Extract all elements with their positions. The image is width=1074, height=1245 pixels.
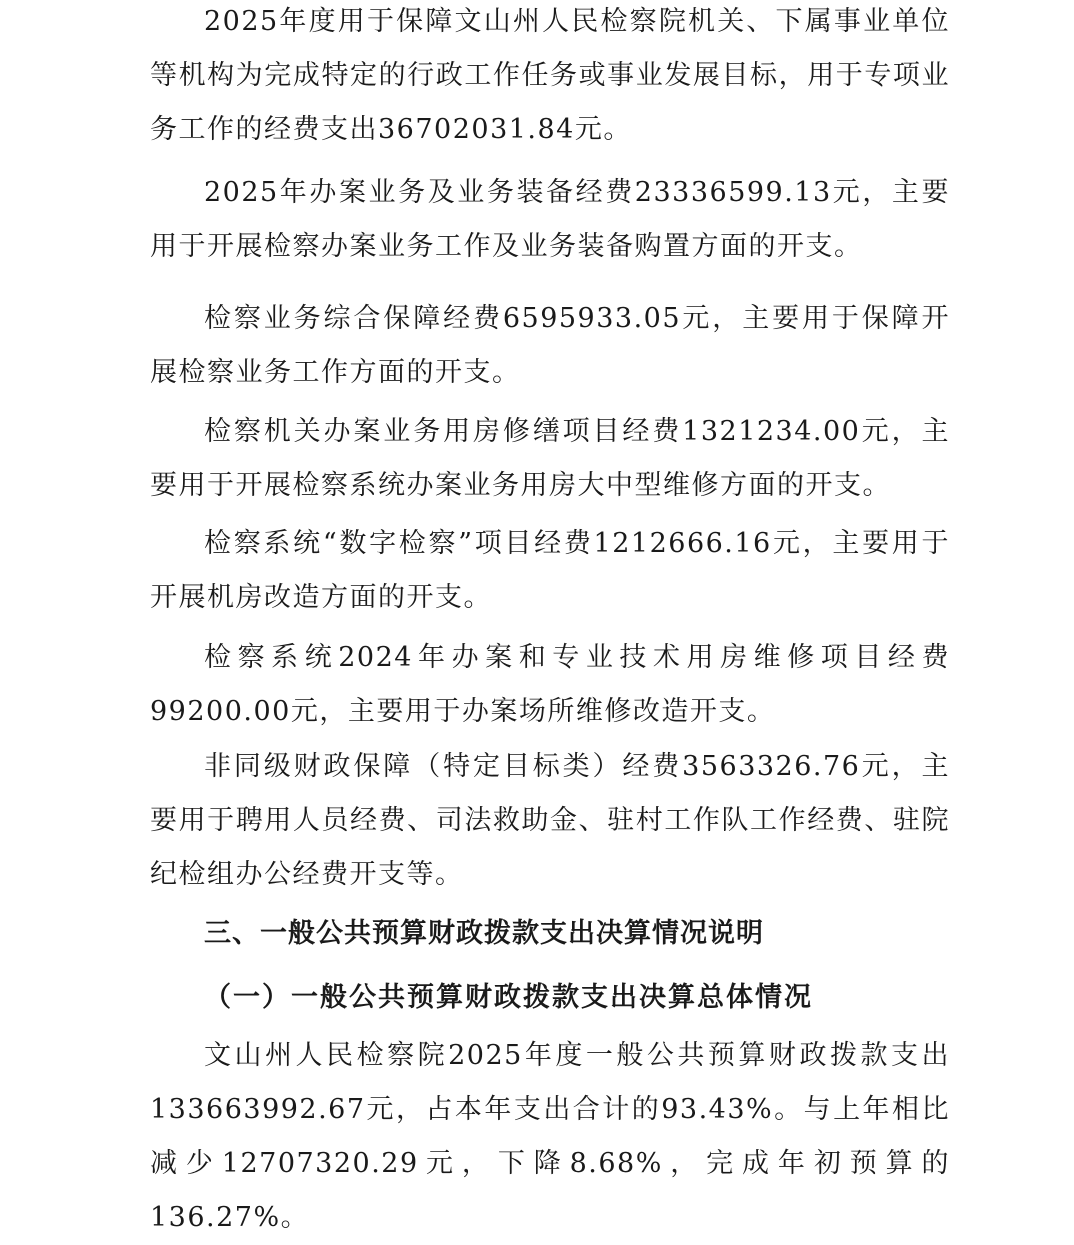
paragraph-digital-procuratorate-funds: 检察系统“数字检察”项目经费1212666.16元，主要用于开展机房改造方面的开支。 [150, 528, 950, 613]
section-heading: 三、一般公共预算财政拨款支出决算情况说明 [204, 918, 764, 949]
paragraph-general-budget-summary: 文山州人民检察院2025年度一般公共预算财政拨款支出133663992.67元，占本年支出合计的93.43%。与上年相比减少12707320.29元，下降8.68%，完成年初预算的136.27%。 [150, 1040, 950, 1233]
subsection-heading: （一）一般公共预算财政拨款支出决算总体情况 [204, 982, 813, 1013]
paragraph-non-same-level-funds: 非同级财政保障（特定目标类）经费3563326.76元，主要用于聘用人员经费、司法救助金、驻村工作队工作经费、驻院纪检组办公经费开支等。 [150, 751, 950, 890]
paragraph-building-repair-funds: 检察机关办案业务用房修缮项目经费1321234.00元，主要用于开展检察系统办案业务用房大中型维修方面的开支。 [150, 416, 950, 501]
paragraph-special-funds: 2025年度用于保障文山州人民检察院机关、下属事业单位等机构为完成特定的行政工作任务或事业发展目标，用于专项业务工作的经费支出36702031.84元。 [150, 6, 950, 145]
paragraph-comprehensive-support-funds: 检察业务综合保障经费6595933.05元，主要用于保障开展检察业务工作方面的开支。 [150, 303, 950, 388]
paragraph-case-handling-funds: 2025年办案业务及业务装备经费23336599.13元，主要用于开展检察办案业务工作及业务装备购置方面的开支。 [150, 177, 950, 262]
paragraph-2024-repair-funds: 检察系统2024年办案和专业技术用房维修项目经费99200.00元，主要用于办案场所维修改造开支。 [150, 642, 950, 727]
